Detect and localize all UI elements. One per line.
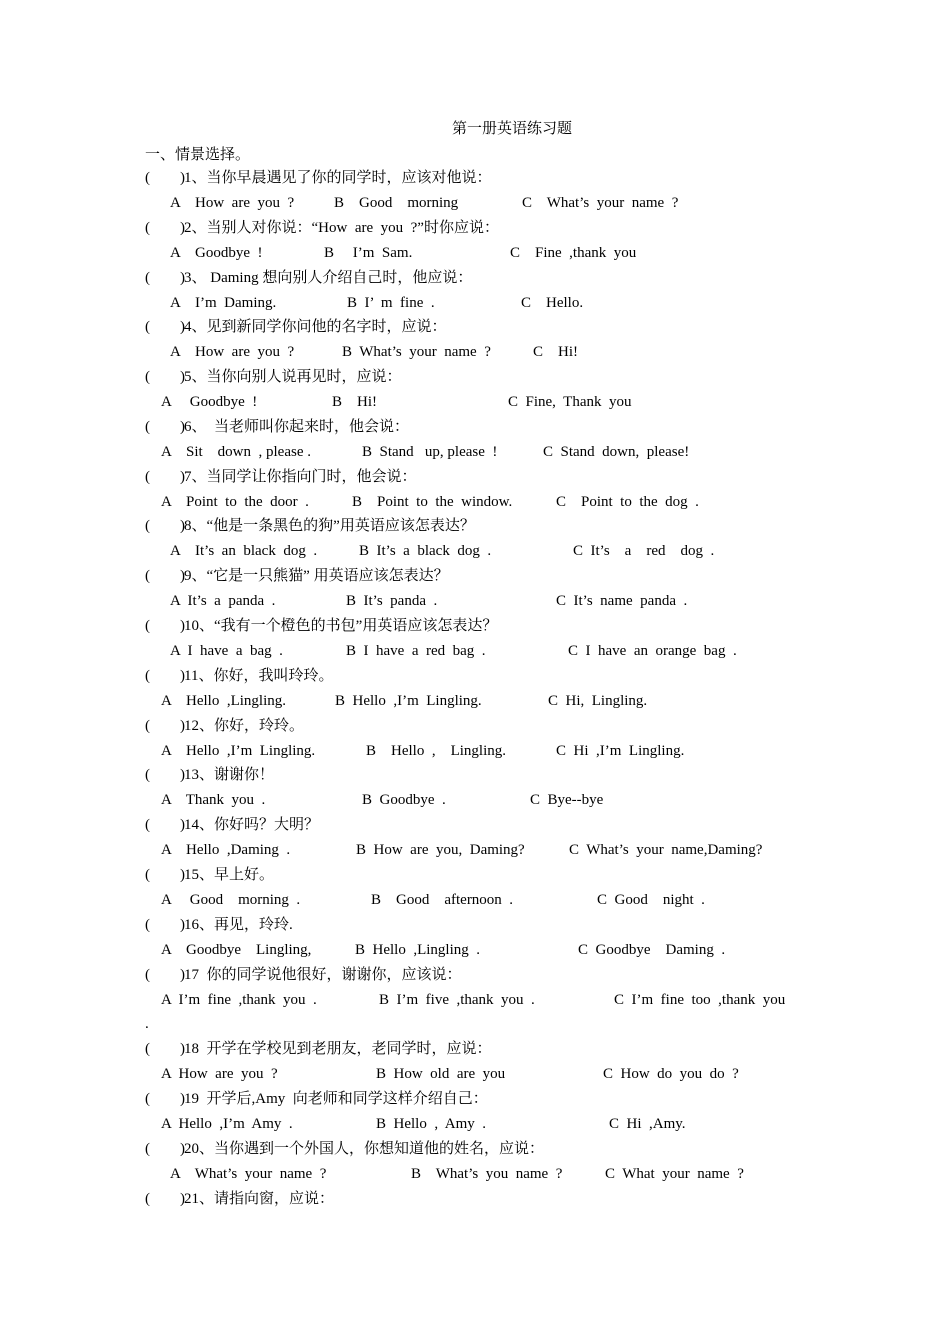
option-a: A Hello ,Daming .	[161, 842, 291, 858]
answer-blank[interactable]: ( )	[145, 917, 185, 933]
option-c: C I’m fine too ,thank you	[614, 992, 786, 1008]
question-stem: 19 开学后,Amy 向老师和同学这样介绍自己：	[184, 1091, 488, 1107]
option-b: B I’m five ,thank you .	[379, 992, 535, 1008]
option-a: A Goodbye !	[170, 245, 263, 261]
answer-blank[interactable]: ( )	[145, 1191, 185, 1207]
option-c: C It’s a red dog .	[573, 543, 715, 559]
question-stem: 10、“我有一个橙色的书包”用英语应该怎表达？	[184, 618, 498, 634]
option-c: C Hi ,I’m Lingling.	[556, 743, 685, 759]
option-b: B Good morning	[334, 195, 459, 211]
option-a: A Thank you .	[161, 792, 266, 808]
question-stem: 5、当你向别人说再见时，应说：	[184, 369, 402, 385]
option-b: B What’s your name ?	[342, 344, 491, 360]
option-b: B How old are you	[376, 1066, 506, 1082]
question-stem: 20、当你遇到一个外国人，你想知道他的姓名，应说：	[184, 1141, 545, 1157]
question-stem: 16、再见，玲玲.	[184, 917, 293, 933]
option-b: B Hello ,Lingling .	[355, 942, 480, 958]
answer-blank[interactable]: ( )	[145, 469, 185, 485]
option-a: A I have a bag .	[170, 643, 283, 659]
option-a: A Goodbye !	[161, 394, 258, 410]
option-b: B I’m Sam.	[324, 245, 413, 261]
question-stem: 8、“他是一条黑色的狗”用英语应该怎表达？	[184, 518, 475, 534]
option-b: B Hello , Lingling.	[366, 743, 506, 759]
answer-blank[interactable]: ( )	[145, 967, 185, 983]
option-c: C Point to the dog .	[556, 494, 699, 510]
answer-blank[interactable]: ( )	[145, 270, 185, 286]
option-a: A I’m fine ,thank you .	[161, 992, 317, 1008]
option-c: C What your name ?	[605, 1166, 744, 1182]
option-a: A It’s an black dog .	[170, 543, 318, 559]
option-a: A How are you ?	[170, 195, 295, 211]
option-c: C I have an orange bag .	[568, 643, 737, 659]
option-b: B What’s you name ?	[411, 1166, 563, 1182]
option-c: C Good night .	[597, 892, 705, 908]
section-heading: 一、情景选择。	[145, 147, 251, 163]
option-b: B Goodbye .	[362, 792, 446, 808]
question-stem: 9、“它是一只熊猫” 用英语应该怎表达？	[184, 568, 449, 584]
option-c: C How do you do ?	[603, 1066, 739, 1082]
option-b: B Stand up, please !	[362, 444, 498, 460]
option-b: B I’ m fine .	[347, 295, 435, 311]
option-a: A How are you ?	[170, 344, 295, 360]
option-c: C Stand down, please!	[543, 444, 690, 460]
question-stem: 6、 当老师叫你起来时，他会说：	[184, 419, 410, 435]
question-stem: 12、你好，玲玲。	[184, 718, 305, 734]
question-stem: 2、当别人对你说：“How are you ?”时你应说：	[184, 220, 499, 236]
answer-blank[interactable]: ( )	[145, 220, 185, 236]
option-c: C Hello.	[521, 295, 584, 311]
option-a: A Goodbye Lingling,	[161, 942, 312, 958]
option-a: A I’m Daming.	[170, 295, 277, 311]
question-stem: 11、你好，我叫玲玲。	[184, 668, 334, 684]
answer-blank[interactable]: ( )	[145, 1041, 185, 1057]
option-a: A Hello ,I’m Amy .	[161, 1116, 293, 1132]
answer-blank[interactable]: ( )	[145, 718, 185, 734]
option-c: C Fine, Thank you	[508, 394, 632, 410]
answer-blank[interactable]: ( )	[145, 867, 185, 883]
option-c: C Goodbye Daming .	[578, 942, 726, 958]
option-continuation: .	[145, 1016, 149, 1032]
answer-blank[interactable]: ( )	[145, 319, 185, 335]
option-b: B I have a red bag .	[346, 643, 486, 659]
answer-blank[interactable]: ( )	[145, 419, 185, 435]
option-c: C Bye--bye	[530, 792, 604, 808]
option-b: B Hello , Amy .	[376, 1116, 487, 1132]
option-c: C Hi!	[533, 344, 578, 360]
answer-blank[interactable]: ( )	[145, 767, 185, 783]
answer-blank[interactable]: ( )	[145, 668, 185, 684]
answer-blank[interactable]: ( )	[145, 170, 185, 186]
question-stem: 15、早上好。	[184, 867, 275, 883]
question-stem: 14、你好吗？大明？	[184, 817, 320, 833]
answer-blank[interactable]: ( )	[145, 817, 185, 833]
option-b: B How are you, Daming?	[356, 842, 525, 858]
option-a: A Good morning .	[161, 892, 301, 908]
answer-blank[interactable]: ( )	[145, 618, 185, 634]
question-stem: 7、当同学让你指向门时，他会说：	[184, 469, 417, 485]
option-b: B It’s panda .	[346, 593, 438, 609]
option-a: A How are you ?	[161, 1066, 278, 1082]
option-b: B It’s a black dog .	[359, 543, 492, 559]
option-b: B Hello ,I’m Lingling.	[335, 693, 482, 709]
option-c: C It’s name panda .	[556, 593, 688, 609]
question-stem: 4、见到新同学你问他的名字时，应说：	[184, 319, 447, 335]
question-stem: 1、当你早晨遇见了你的同学时，应该对他说：	[184, 170, 492, 186]
answer-blank[interactable]: ( )	[145, 1141, 185, 1157]
option-a: A What’s your name ?	[170, 1166, 327, 1182]
option-b: B Good afternoon .	[371, 892, 514, 908]
question-stem: 17 你的同学说他很好，谢谢你，应该说：	[184, 967, 462, 983]
answer-blank[interactable]: ( )	[145, 1091, 185, 1107]
question-stem: 21、请指向窗，应说：	[184, 1191, 335, 1207]
option-a: A Hello ,I’m Lingling.	[161, 743, 316, 759]
question-stem: 3、 Daming 想向别人介绍自己时，他应说：	[184, 270, 473, 286]
option-c: C Hi, Lingling.	[548, 693, 648, 709]
question-stem: 18 开学在学校见到老朋友，老同学时，应说：	[184, 1041, 492, 1057]
option-c: C What’s your name ?	[522, 195, 679, 211]
page-title: 第一册英语练习题	[451, 121, 572, 137]
answer-blank[interactable]: ( )	[145, 568, 185, 584]
option-b: B Point to the window.	[352, 494, 513, 510]
option-a: A It’s a panda .	[170, 593, 276, 609]
question-stem: 13、谢谢你！	[184, 767, 275, 783]
option-b: B Hi!	[332, 394, 377, 410]
answer-blank[interactable]: ( )	[145, 369, 185, 385]
option-c: C Fine ,thank you	[510, 245, 637, 261]
option-a: A Hello ,Lingling.	[161, 693, 286, 709]
option-a: A Sit down , please .	[161, 444, 311, 460]
option-c: C Hi ,Amy.	[609, 1116, 686, 1132]
option-a: A Point to the door .	[161, 494, 309, 510]
answer-blank[interactable]: ( )	[145, 518, 185, 534]
option-c: C What’s your name,Daming?	[569, 842, 763, 858]
